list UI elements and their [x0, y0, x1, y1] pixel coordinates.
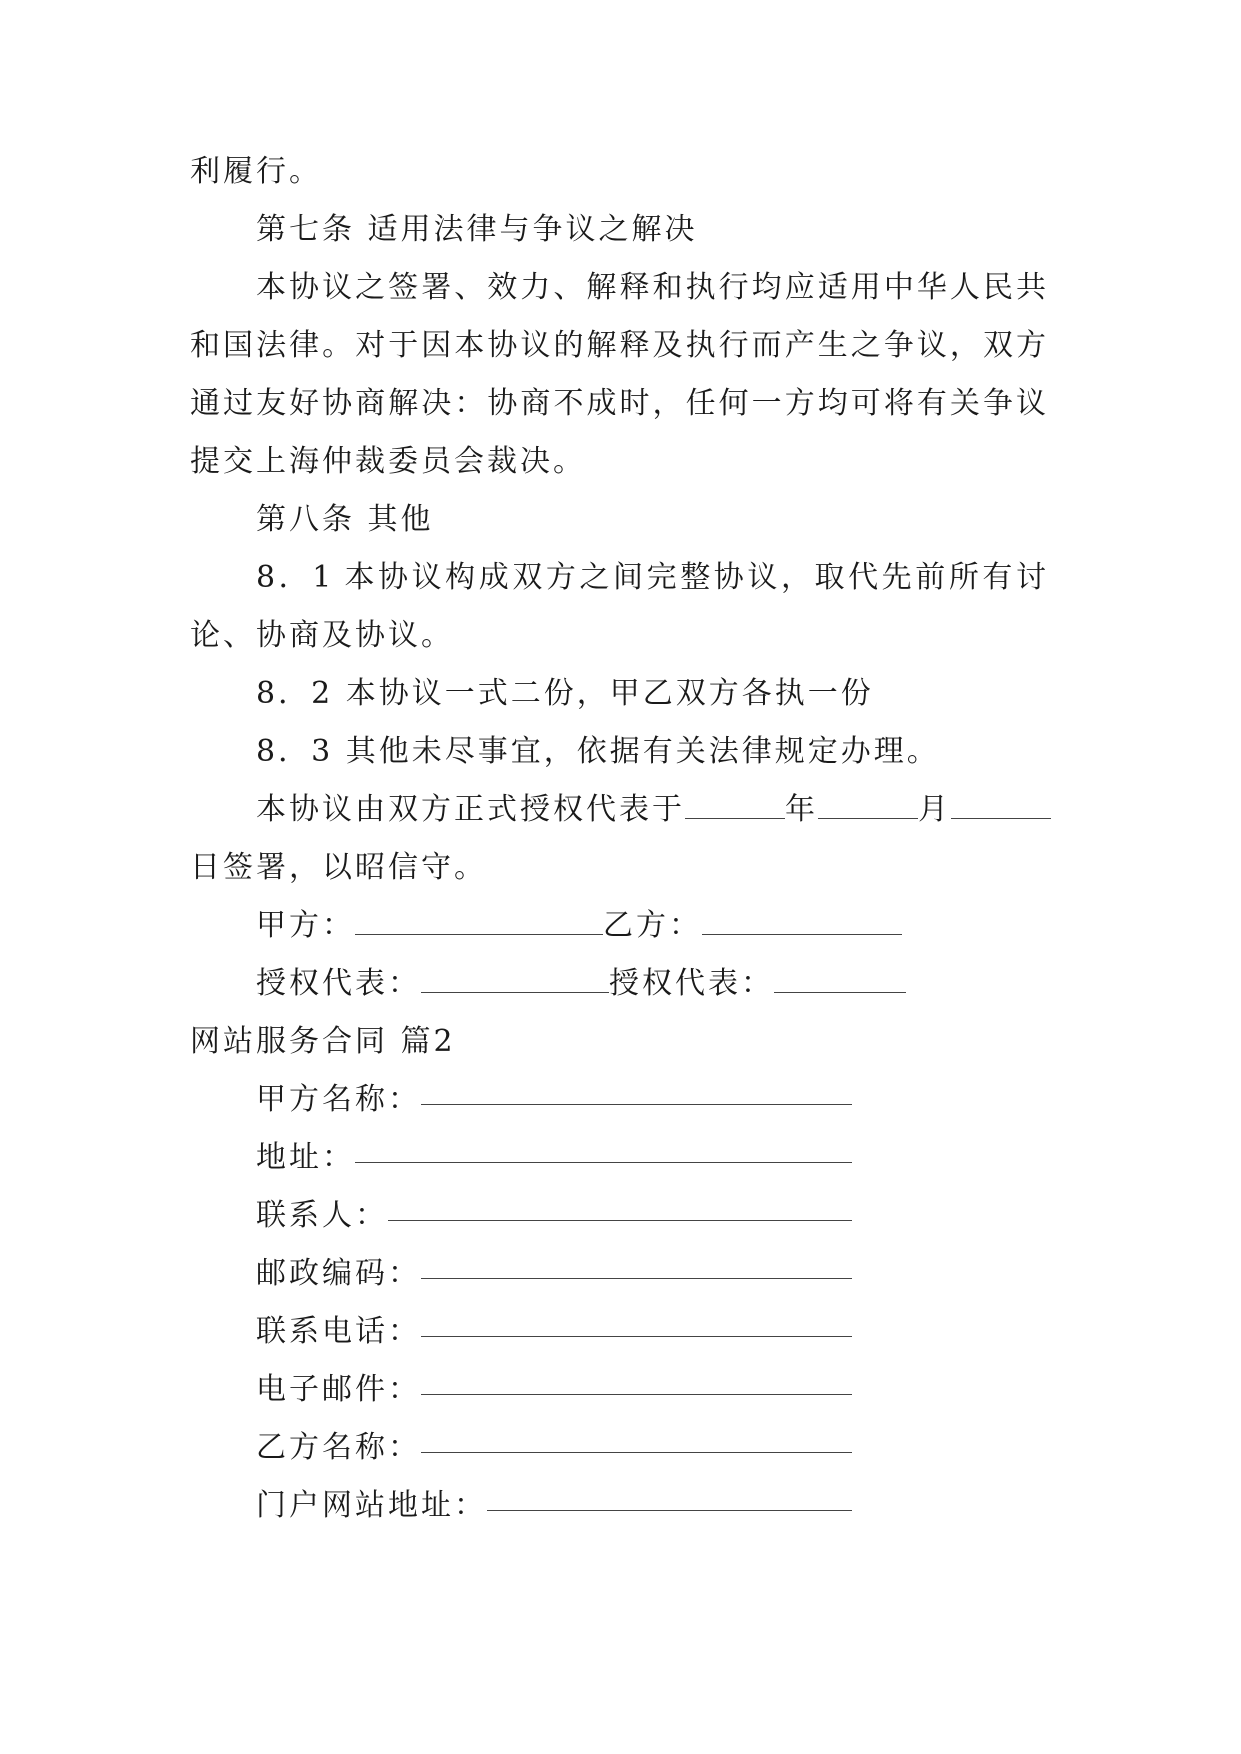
- form-field: [256, 1428, 852, 1468]
- rep-a-blank[interactable]: [421, 968, 609, 993]
- rep-b-blank[interactable]: [774, 968, 906, 993]
- contract-section-title: 网站服务合同 篇2: [190, 1024, 456, 1059]
- month-blank[interactable]: [818, 794, 918, 819]
- form-field-label: 地址：: [256, 1140, 355, 1175]
- form-field-label: 乙方名称：: [256, 1430, 421, 1465]
- contact-person-blank[interactable]: [388, 1196, 852, 1221]
- form-field: [256, 1312, 852, 1352]
- form-field: [256, 1138, 852, 1178]
- phone-blank[interactable]: [421, 1312, 852, 1337]
- paragraph-line: 本协议之签署、效力、解释和执行均应适用中华人民共: [256, 270, 1046, 305]
- postal-code-blank[interactable]: [421, 1254, 852, 1279]
- paragraph-line: 日签署，以昭信守。: [190, 850, 487, 885]
- company-b-name-blank[interactable]: [421, 1428, 852, 1453]
- party-a-blank[interactable]: [355, 910, 603, 935]
- article-7-heading: 第七条 适用法律与争议之解决: [256, 212, 698, 247]
- form-field-label: 邮政编码：: [256, 1256, 421, 1291]
- form-field: [256, 1196, 852, 1236]
- day-blank[interactable]: [951, 794, 1051, 819]
- address-blank[interactable]: [355, 1138, 852, 1163]
- form-field: [256, 1486, 852, 1526]
- email-blank[interactable]: [421, 1370, 852, 1395]
- year-label: 年: [785, 792, 818, 827]
- form-field: [256, 1080, 852, 1120]
- company-a-name-blank[interactable]: [421, 1080, 852, 1105]
- form-field-label: 联系人：: [256, 1198, 388, 1233]
- clause-8-2: 8．2 本协议一式二份，甲乙双方各执一份: [256, 676, 874, 711]
- representative-line: [256, 964, 906, 1004]
- clause-8-3: 8．3 其他未尽事宜，依据有关法律规定办理。: [256, 734, 940, 769]
- party-b-label: 乙方：: [603, 908, 702, 943]
- form-field-label: 门户网站地址：: [256, 1488, 487, 1523]
- paragraph-line: 和国法律。对于因本协议的解释及执行而产生之争议，双方: [190, 328, 1046, 363]
- signing-date-line: [256, 790, 1051, 830]
- party-a-label: 甲方：: [256, 908, 355, 943]
- form-field: [256, 1254, 852, 1294]
- paragraph-line: 提交上海仲裁委员会裁决。: [190, 444, 586, 479]
- signing-date-prefix: 本协议由双方正式授权代表于: [256, 792, 685, 827]
- paragraph-line: 利履行。: [190, 154, 322, 189]
- rep-a-label: 授权代表：: [256, 966, 421, 1001]
- form-field-label: 电子邮件：: [256, 1372, 421, 1407]
- article-8-heading: 第八条 其他: [256, 502, 434, 537]
- paragraph-line: 通过友好协商解决：协商不成时，任何一方均可将有关争议: [190, 386, 1046, 421]
- form-field-label: 甲方名称：: [256, 1082, 421, 1117]
- party-line: [256, 906, 902, 946]
- month-label: 月: [918, 792, 951, 827]
- party-b-blank[interactable]: [702, 910, 902, 935]
- year-blank[interactable]: [685, 794, 785, 819]
- form-field-label: 联系电话：: [256, 1314, 421, 1349]
- clause-8-1: 8．1 本协议构成双方之间完整协议，取代先前所有讨: [256, 560, 1046, 595]
- portal-url-blank[interactable]: [487, 1486, 852, 1511]
- rep-b-label: 授权代表：: [609, 966, 774, 1001]
- form-field: [256, 1370, 852, 1410]
- paragraph-line: 论、协商及协议。: [190, 618, 454, 653]
